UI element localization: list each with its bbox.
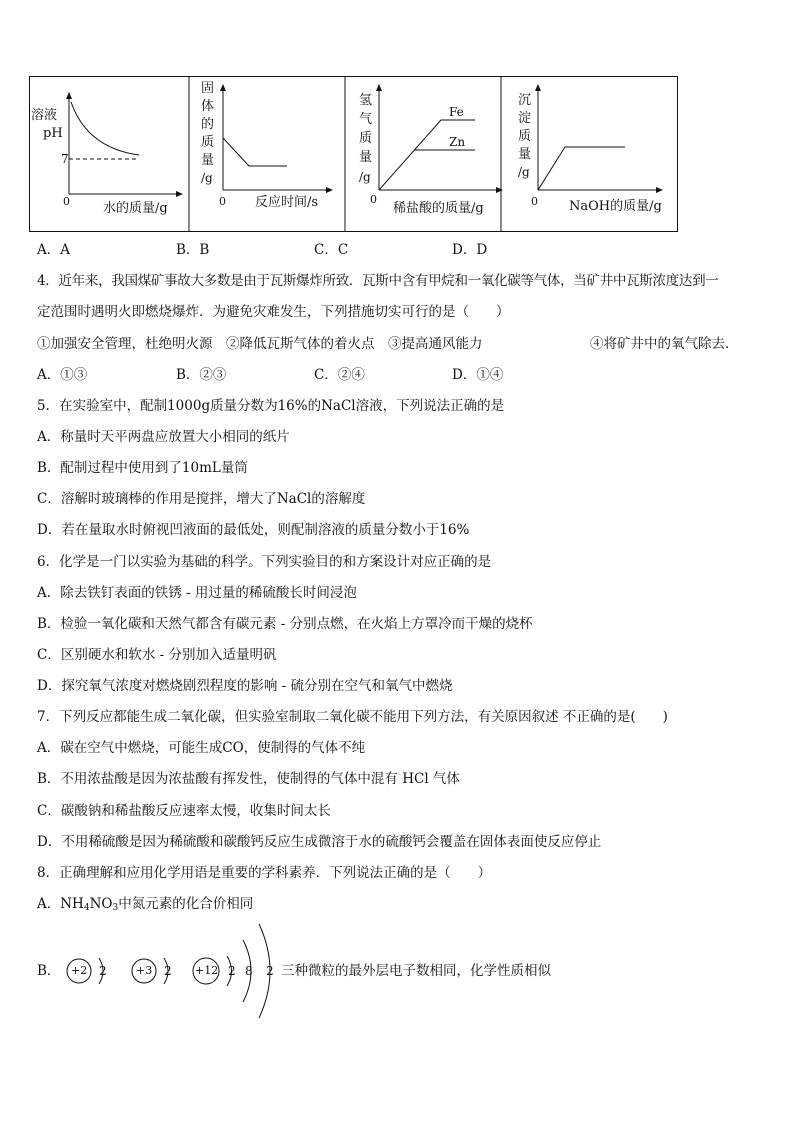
atom-3-shell-2: 8 [245, 964, 253, 978]
graph-c-series-zn: Zn [449, 135, 466, 149]
graph-d-ylabel-2: 淀 [518, 111, 532, 126]
q4-option-b[interactable]: B．②③ [176, 367, 227, 383]
graph-b-ylabel-2: 体 [201, 99, 215, 114]
q6-option-b[interactable]: B．检验一氧化碳和天然气都含有碳元素 - 分别点燃，在火焰上方罩冷而干燥的烧杯 [37, 616, 533, 632]
atom-3-nucleus: +12 [195, 964, 219, 977]
graph-b-ylabel-1: 固 [201, 81, 215, 96]
q4-stem-line-1: 4．近年来，我国煤矿事故大多数是由于瓦斯爆炸所致．瓦斯中含有甲烷和一氧化碳等气体，当矿井中瓦斯浓度达到一 [37, 273, 719, 289]
q7-option-b[interactable]: B．不用浓盐酸是因为浓盐酸有挥发性，使制得的气体中混有 HCl 气体 [37, 771, 460, 787]
q6-stem: 6．化学是一门以实验为基础的科学。下列实验目的和方案设计对应正确的是 [37, 554, 492, 570]
graph-c-ylabel-3: 质 [359, 131, 373, 146]
graph-b-xlabel: 反应时间/s [255, 195, 319, 210]
graph-a-origin: 0 [63, 195, 70, 208]
graph-b-ylabel-3: 的 [201, 117, 215, 132]
atom-1-shell-1: 2 [99, 964, 107, 978]
atom-1-nucleus: +2 [71, 964, 88, 977]
graph-a-level-label: 7 [61, 152, 69, 166]
graph-strip [29, 76, 678, 232]
q3-option-b[interactable]: B．B [176, 242, 210, 258]
q7-option-a[interactable]: A．碳在空气中燃烧，可能生成CO，使制得的气体不纯 [37, 740, 366, 756]
q3-option-a[interactable]: A．A [37, 242, 70, 258]
graph-d-origin: 0 [531, 195, 538, 208]
graph-b-plot [220, 84, 333, 193]
graph-c-ylabel-1: 氢 [359, 93, 373, 108]
graph-b-ylabel-4: 质 [201, 135, 215, 150]
graph-d-ylabel-3: 质 [518, 129, 532, 144]
q8-option-a-mid: NO [89, 896, 113, 912]
q5-option-d[interactable]: D．若在量取水时俯视凹液面的最低处，则配制溶液的质量分数小于16% [37, 522, 470, 538]
graph-c-ylabel-2: 气 [359, 112, 373, 127]
graph-a-ylabel-1: 溶液 [31, 108, 58, 123]
graph-c-plot [376, 84, 503, 193]
q8-option-a-suffix: 中氮元素的化合价相同 [118, 896, 254, 912]
atom-2-nucleus: +3 [136, 964, 153, 977]
graph-d-ylabel-4: 量 [518, 147, 532, 162]
q8-option-a[interactable] [37, 895, 253, 917]
q8-option-a-sub1: 4 [83, 903, 90, 913]
graph-d-plot [535, 84, 663, 193]
q8-option-b[interactable] [37, 920, 597, 1030]
q7-option-c[interactable]: C．碳酸钠和稀盐酸反应速率太慢，收集时间太长 [37, 803, 331, 819]
q5-option-c[interactable]: C．溶解时玻璃棒的作用是搅拌，增大了NaCl的溶解度 [37, 491, 366, 507]
q5-stem: 5．在实验室中，配制1000g质量分数为16%的NaCl溶液，下列说法正确的是 [37, 398, 505, 414]
q8-stem: 8．正确理解和应用化学用语是重要的学科素养．下列说法正确的是（ ） [37, 865, 492, 881]
graph-d-xlabel: NaOH的质量/g [569, 199, 662, 214]
q7-option-d[interactable]: D．不用稀硫酸是因为稀硫酸和碳酸钙反应生成微溶于水的硫酸钙会覆盖在固体表面使反应停止 [37, 834, 602, 850]
graph-b-origin: 0 [219, 195, 226, 208]
graph-d-ylabel-5: /g [518, 165, 530, 179]
q4-measures-b: ④将矿井中的氧气除去． [590, 336, 739, 352]
q4-stem-line-2: 定范围时遇明火即燃烧爆炸．为避免灾难发生，下列措施切实可行的是（ ） [37, 304, 510, 320]
q8-option-b-text: 三种微粒的最外层电子数相同，化学性质相似 [281, 963, 551, 979]
q4-option-c[interactable]: C．②④ [314, 367, 365, 383]
graph-a-plot [66, 92, 183, 197]
graph-c-xlabel: 稀盐酸的质量/g [393, 201, 484, 216]
q3-option-d[interactable]: D．D [452, 242, 488, 258]
graph-c-ylabel-5: /g [359, 170, 371, 184]
q8-option-a-prefix: A．NH [37, 896, 84, 912]
q7-stem: 7．下列反应都能生成二氧化碳，但实验室制取二氧化碳不能用下列方法，有关原因叙述 不正确的是( ) [37, 709, 668, 725]
graph-c-origin: 0 [370, 193, 377, 206]
graph-b-ylabel-6: /g [201, 171, 213, 185]
q3-option-c[interactable]: C．C [314, 242, 349, 258]
q8-option-a-sub2: 3 [112, 903, 119, 913]
q4-measures-a: ①加强安全管理，杜绝明火源 ②降低瓦斯气体的着火点 ③提高通风能力 [37, 336, 483, 352]
q6-option-c[interactable]: C．区别硬水和软水 - 分别加入适量明矾 [37, 647, 277, 663]
graph-b-ylabel-5: 量 [201, 153, 215, 168]
graph-d-ylabel-1: 沉 [518, 93, 532, 108]
q4-option-a[interactable]: A．①③ [37, 367, 88, 383]
q8-option-b-label: B． [37, 963, 61, 979]
q6-option-a[interactable]: A．除去铁钉表面的铁锈 - 用过量的稀硫酸长时间浸泡 [37, 585, 357, 601]
graph-c-ylabel-4: 量 [359, 150, 373, 165]
q6-option-d[interactable]: D．探究氧气浓度对燃烧剧烈程度的影响 - 硫分别在空气和氧气中燃烧 [37, 678, 453, 694]
atom-3-shell-1: 2 [228, 964, 236, 978]
atom-2-shell-1: 2 [164, 964, 172, 978]
graph-a-xlabel: 水的质量/g [103, 201, 168, 216]
graph-a-ylabel-2: pH [43, 126, 63, 141]
graph-c-series-fe: Fe [449, 105, 464, 119]
q5-option-b[interactable]: B．配制过程中使用到了10mL量筒 [37, 460, 248, 476]
q4-option-d[interactable]: D．①④ [452, 367, 504, 383]
q5-option-a[interactable]: A．称量时天平两盘应放置大小相同的纸片 [37, 429, 290, 445]
atom-3-shell-3: 2 [266, 964, 274, 978]
